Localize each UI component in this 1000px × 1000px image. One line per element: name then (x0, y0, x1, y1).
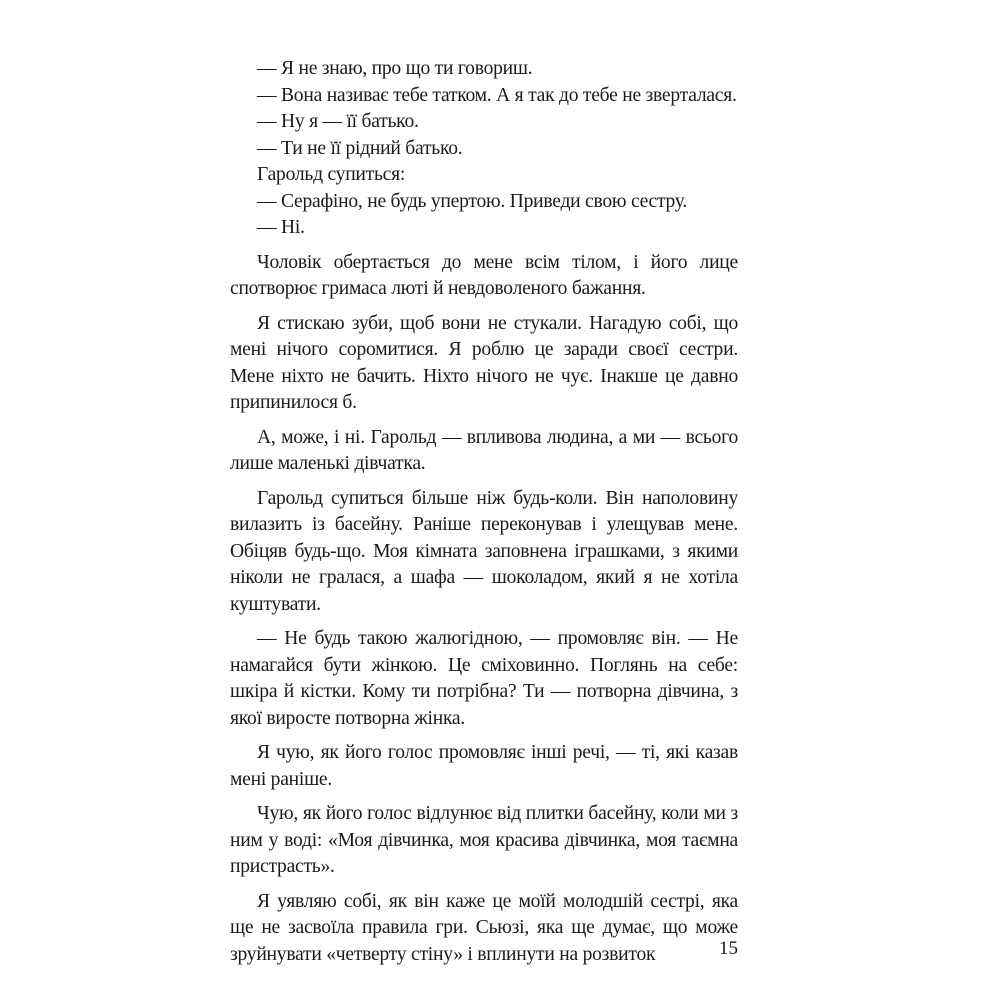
paragraph-6: — Серафіно, не будь упертою. Приведи свою сестру. (257, 190, 688, 212)
paragraph-10: А, може, і ні. Гарольд — впливова людина, а ми — всього лише маленькі дівчатка. (230, 426, 738, 474)
paragraph-13: Я чую, як його голос промовляє інші речі, — ті, які казав мені раніше. (230, 742, 738, 790)
paragraph-14: Чую, як його голос відлунює від плитки басейну, коли ми з ним у воді: «Моя дівчинка, моя красива дівчинка, моя таємна пристрасть». (230, 803, 738, 877)
page-number: 15 (719, 938, 738, 959)
page-body-text (230, 56, 738, 968)
paragraph-7: — Ні. (257, 217, 305, 238)
paragraph-5: Гарольд супиться: (257, 164, 406, 185)
paragraph-1: — Я не знаю, про що ти говориш. (257, 58, 533, 79)
paragraph-9: Я стискаю зуби, щоб вони не стукали. Нагадую собі, що мені нічого соромитися. Я роблю це заради своєї сестри. Мене ніхто не бачить. Ніхто нічого не чує. Інакше це давно припинилося б. (230, 312, 738, 413)
paragraph-11: Гарольд супиться більше ніж будь-коли. Він наполовину вилазить із басейну. Раніше переконував і улещував мене. Обіцяв будь-що. Моя кімната заповнена іграшками, з якими ніколи не гралася, а шафа — шоколадом, який я не хотіла куштувати. (230, 487, 738, 615)
paragraph-12: — Не будь такою жалюгідною, — промовляє він. — Не намагайся бути жінкою. Це сміховинно. Поглянь на себе: шкіра й кістки. Кому ти потрібна? Ти — потворна дівчина, з якої виросте потворна жінка. (230, 628, 738, 729)
paragraph-8: Чоловік обертається до мене всім тілом, і його лице спотворює гримаса люті й невдоволеного бажання. (230, 251, 738, 299)
paragraph-3: — Ну я — її батько. (257, 111, 419, 132)
paragraph-4: — Ти не її рідний батько. (257, 137, 463, 159)
paragraph-2: — Вона називає тебе татком. А я так до тебе не зверталася. (257, 84, 737, 106)
paragraph-15: Я уявляю собі, як він каже це моїй молодшій сестрі, яка ще не засвоїла правила гри. Сьюзі, яка ще думає, що може зруйнувати «четверту стіну» і вплинути на розвиток (230, 890, 738, 965)
